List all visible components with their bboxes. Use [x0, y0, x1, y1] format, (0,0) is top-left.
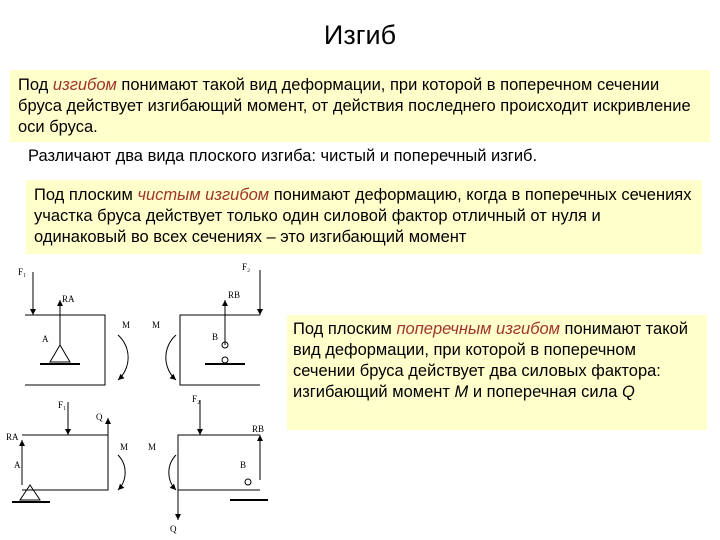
label-q-lower: Q: [170, 524, 177, 534]
label-ra-lower: RA: [6, 432, 19, 442]
transverse-bending-diagram: [6, 394, 268, 534]
label-m-right: M: [152, 320, 161, 330]
moment-arc-left-lower: [118, 455, 125, 490]
def-pure-pre: Под плоским: [34, 186, 138, 204]
moment-arc-left: [118, 335, 128, 380]
def-pure-post: понимают деформацию, когда в поперечных сечениях участка бруса действует только один силовой фактор отличный от нуля и одинаковый во всех сечениях – это изгибающий момент: [34, 186, 692, 246]
definition-transverse-bending: [287, 315, 707, 430]
def-bending-post: понимают такой вид деформации, при которой в поперечном сечении бруса действует изгибающий момент, от действия последнего происходит искривление оси бруса.: [18, 76, 691, 136]
def-trans-pre: Под плоским: [293, 320, 397, 338]
label-m-right-lower: M: [148, 442, 157, 452]
label-m-left: M: [122, 320, 131, 330]
label-rb-lower: RB: [252, 424, 265, 434]
def-trans-M: M: [454, 383, 469, 401]
label-f2-lower: F₂: [192, 394, 201, 404]
beam-section-left: [25, 315, 105, 385]
label-q-upper: Q: [96, 412, 103, 422]
beam-section-left-lower: [22, 435, 108, 490]
def-pure-term: чистым изгибом: [137, 186, 270, 204]
bending-kinds-text: Различают два вида плоского изгиба: чистый и поперечный изгиб.: [28, 147, 538, 165]
definition-bending: [10, 70, 710, 142]
slide-title: Изгиб: [323, 20, 397, 50]
def-trans-term: поперечным изгибом: [396, 320, 560, 338]
label-f1: F₁: [18, 267, 27, 277]
beam-section-right: [180, 315, 260, 385]
support-a-lower: [20, 485, 40, 500]
moment-arc-right-lower: [169, 455, 176, 490]
moment-arc-right: [166, 335, 176, 380]
support-a: [50, 345, 70, 362]
def-trans-post1: понимают такой вид деформации, при которой в поперечном сечении бруса действует два силовых фактора: изгибающий момент: [293, 320, 689, 401]
pure-bending-diagram: [18, 262, 260, 385]
beam-section-right-lower: [178, 435, 260, 490]
def-bending-term: изгибом: [52, 76, 117, 94]
def-trans-Q: Q: [621, 383, 635, 401]
label-f1-lower: F₁: [58, 400, 67, 410]
label-ra: RA: [62, 294, 75, 304]
label-a-lower: A: [14, 460, 21, 470]
label-a: A: [42, 334, 49, 344]
label-rb: RB: [228, 290, 241, 300]
label-b: B: [212, 332, 219, 342]
def-trans-mid: и поперечная сила: [468, 383, 622, 401]
label-f2: F₂: [242, 262, 251, 272]
support-b-lower: [245, 479, 251, 485]
label-m-left-lower: M: [120, 442, 129, 452]
bending-diagrams: [0, 250, 290, 540]
definition-pure-bending: [26, 180, 702, 254]
def-bending-pre: Под: [18, 76, 53, 94]
label-b-lower: B: [240, 460, 247, 470]
